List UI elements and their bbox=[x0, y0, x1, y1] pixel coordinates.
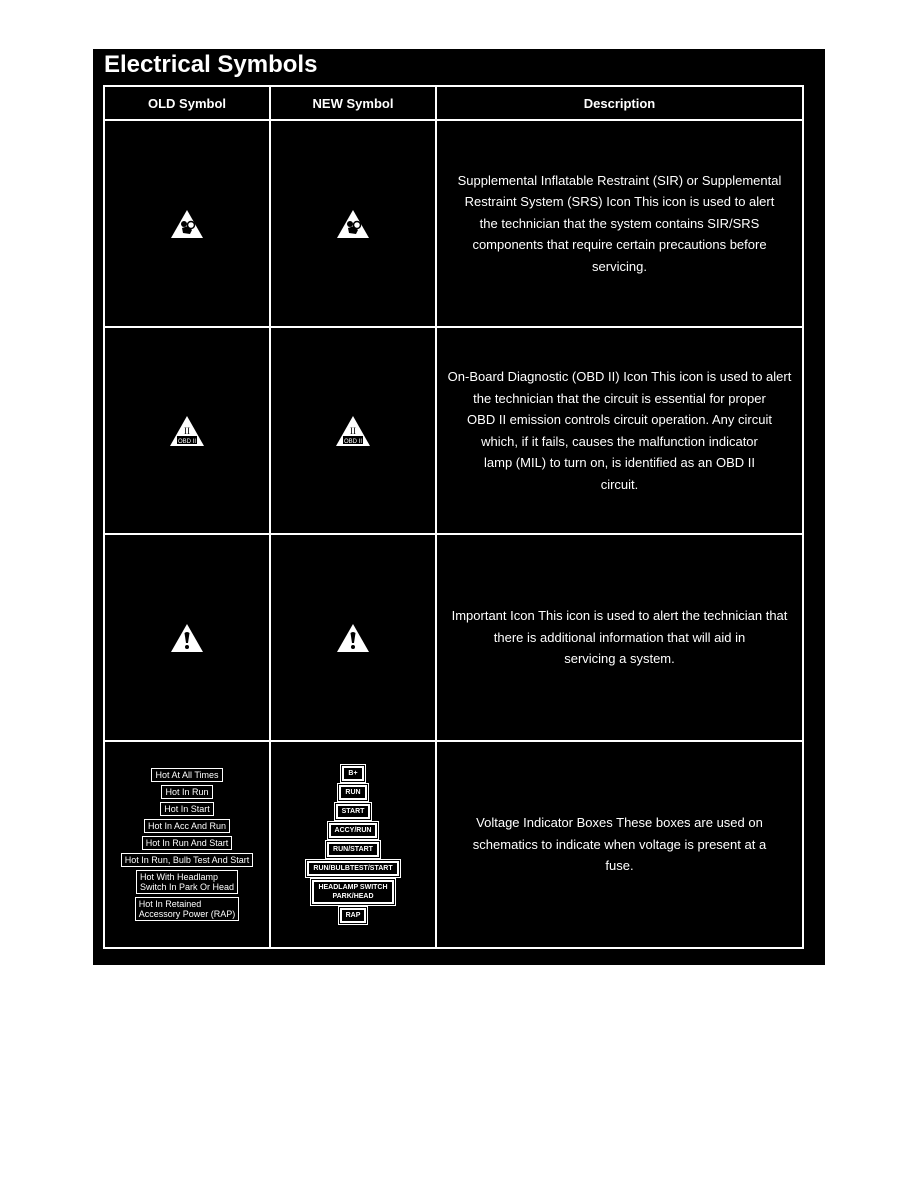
voltage-box-label: ACCY/RUN bbox=[329, 823, 378, 838]
old-symbol-cell bbox=[104, 327, 270, 534]
voltage-box-label: Hot At All Times bbox=[151, 768, 222, 782]
svg-text:II: II bbox=[184, 425, 190, 436]
description-line: Voltage Indicator Boxes These boxes are used on bbox=[476, 815, 763, 831]
new-voltage-boxes bbox=[271, 766, 435, 923]
description-line: Important Icon This icon is used to alert the technician that bbox=[451, 608, 788, 624]
description-line: lamp (MIL) to turn on, is identified as an OBD II bbox=[484, 455, 755, 470]
description-line: servicing. bbox=[592, 258, 647, 274]
description-line: circuit. bbox=[600, 476, 639, 492]
description-line: there is additional information that will aid in bbox=[493, 629, 746, 645]
description-line: the technician that the system contains SIR/SRS bbox=[479, 215, 760, 231]
svg-text:OBD II: OBD II bbox=[343, 438, 363, 445]
voltage-box-label: RUN/BULBTEST/START bbox=[307, 861, 398, 876]
description-line: Restraint System (SRS) Icon This icon is used to alert bbox=[464, 194, 775, 210]
voltage-box-line: Accessory Power (RAP) bbox=[138, 909, 236, 919]
voltage-box-label: Hot In Start bbox=[160, 802, 214, 816]
voltage-box-label: RAP bbox=[340, 908, 367, 923]
voltage-box-label: RUN bbox=[339, 785, 366, 800]
electrical-symbols-panel bbox=[93, 49, 825, 965]
voltage-box-label: RUN/START bbox=[327, 842, 379, 857]
new-symbol-cell bbox=[270, 120, 436, 327]
voltage-box-label: Hot In Run And Start bbox=[142, 836, 233, 850]
description-cell bbox=[436, 120, 803, 327]
description-line: which, if it fails, causes the malfunction indicator bbox=[481, 433, 758, 449]
symbols-table bbox=[103, 85, 804, 949]
important-exclamation-icon bbox=[170, 623, 204, 653]
page-title: Electrical Symbols bbox=[104, 51, 318, 78]
description-line: schematics to indicate when voltage is present at a bbox=[472, 836, 767, 852]
voltage-box-label: Hot In Acc And Run bbox=[144, 819, 230, 833]
svg-text:II: II bbox=[350, 425, 356, 436]
description-line: components that require certain precautions before bbox=[472, 237, 767, 253]
description-cell bbox=[436, 534, 803, 741]
old-symbol-cell bbox=[104, 120, 270, 327]
table-header-row bbox=[104, 86, 803, 120]
voltage-box-line: Hot With Headlamp bbox=[139, 872, 218, 882]
description-cell bbox=[436, 327, 803, 534]
header-description: Description bbox=[436, 86, 803, 120]
old-symbol-cell bbox=[104, 534, 270, 741]
new-symbol-cell bbox=[270, 534, 436, 741]
voltage-box-line: PARK/HEAD bbox=[332, 893, 374, 900]
old-voltage-boxes bbox=[105, 768, 269, 921]
header-old-symbol: OLD Symbol bbox=[104, 86, 270, 120]
description-line: the technician that the circuit is essential for proper bbox=[473, 390, 766, 406]
table-row bbox=[104, 327, 803, 534]
description-line: OBD II emission controls circuit operation. Any circuit bbox=[467, 412, 772, 427]
new-symbol-cell bbox=[270, 327, 436, 534]
header-new-symbol: NEW Symbol bbox=[270, 86, 436, 120]
new-symbol-cell bbox=[270, 741, 436, 948]
voltage-box-line: HEADLAMP SWITCH bbox=[318, 884, 388, 891]
obd-ii-warning-icon bbox=[169, 415, 205, 447]
voltage-box-label bbox=[136, 870, 238, 894]
voltage-box-line: Switch In Park Or Head bbox=[139, 882, 235, 892]
sir-airbag-warning-icon bbox=[336, 209, 370, 239]
description-cell bbox=[436, 741, 803, 948]
important-exclamation-icon bbox=[336, 623, 370, 653]
voltage-box-label bbox=[135, 897, 240, 921]
table-row bbox=[104, 120, 803, 327]
old-symbol-cell bbox=[104, 741, 270, 948]
voltage-box-label: START bbox=[336, 804, 371, 819]
sir-airbag-warning-icon bbox=[170, 209, 204, 239]
table-row bbox=[104, 534, 803, 741]
description-line: fuse. bbox=[605, 858, 634, 874]
table-row bbox=[104, 741, 803, 948]
description-line: servicing a system. bbox=[564, 651, 675, 667]
description-line: On-Board Diagnostic (OBD II) Icon This icon is used to alert bbox=[447, 369, 792, 384]
obd-ii-warning-icon bbox=[335, 415, 371, 447]
svg-text:OBD II: OBD II bbox=[177, 438, 197, 445]
voltage-box-label: B+ bbox=[342, 766, 363, 781]
voltage-box-label bbox=[312, 880, 393, 904]
voltage-box-label: Hot In Run, Bulb Test And Start bbox=[121, 853, 253, 867]
description-line: Supplemental Inflatable Restraint (SIR) or Supplemental bbox=[457, 172, 782, 188]
voltage-box-label: Hot In Run bbox=[161, 785, 212, 799]
voltage-box-line: Hot In Retained bbox=[138, 899, 202, 909]
